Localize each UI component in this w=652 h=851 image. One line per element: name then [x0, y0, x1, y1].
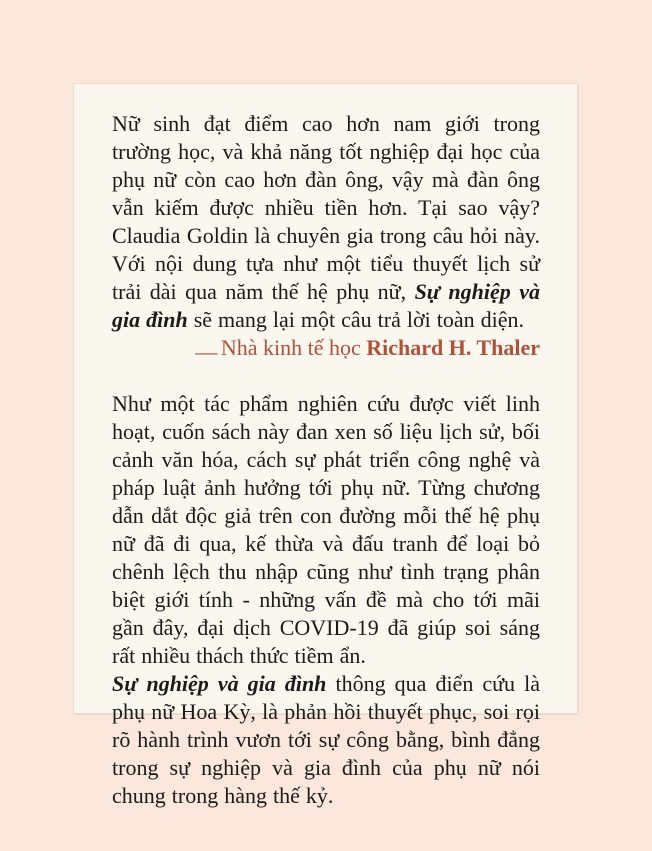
reviewer-quote: [112, 110, 540, 334]
blurb-content: [74, 84, 577, 810]
description-paragraph-1: Như một tác phẩm nghiên cứu được viết linh hoạt, cuốn sách này đan xen số liệu lịch sử, bối cảnh văn hóa, cách sự phát triển công nghệ và pháp luật ảnh hưởng tới phụ nữ. Từng chương dẫn dắt độc giả trên con đường mỗi thế hệ phụ nữ đã đi qua, kế thừa và đấu tranh để loại bỏ chênh lệch thu nhập cũng như tình trạng phân biệt giới tính - những vấn đề mà cho tới mãi gần đây, đại dịch COVID-19 đã giúp soi sáng rất nhiều thách thức tiềm ẩn.: [112, 391, 540, 668]
reviewer-title: Nhà kinh tế học: [215, 335, 367, 360]
reviewer-attribution: [112, 334, 540, 362]
attribution-dash: —: [195, 339, 216, 364]
book-title-lead: Sự nghiệp và gia đình: [112, 671, 327, 696]
quote-text-opening: Nữ sinh đạt điểm cao hơn nam giới trong trường học, và khả năng tốt nghiệp đại học của phụ nữ còn cao hơn đàn ông, vậy mà đàn ông vẫn kiếm được nhiều tiền hơn. Tại sao vậy? Claudia Goldin là chuyên gia trong câu hỏi này. Với nội dung tựa như một tiểu thuyết lịch sử trải dài qua năm thế hệ phụ nữ,: [112, 111, 540, 304]
description-paragraph-2: [112, 670, 540, 810]
reviewer-name: Richard H. Thaler: [366, 335, 540, 360]
quote-text-closing: sẽ mang lại một câu trả lời toàn diện.: [187, 307, 524, 332]
book-blurb-card: [73, 83, 578, 808]
description-paragraph-2-text: thông qua điển cứu là phụ nữ Hoa Kỳ, là phản hồi thuyết phục, soi rọi rõ hành trình vươn tới sự công bằng, bình đẳng trong sự nghiệp và gia đình của phụ nữ nói chung trong hàng thế kỷ.: [112, 671, 540, 808]
book-title-inline: Sự nghiệp và gia đình: [112, 279, 541, 332]
